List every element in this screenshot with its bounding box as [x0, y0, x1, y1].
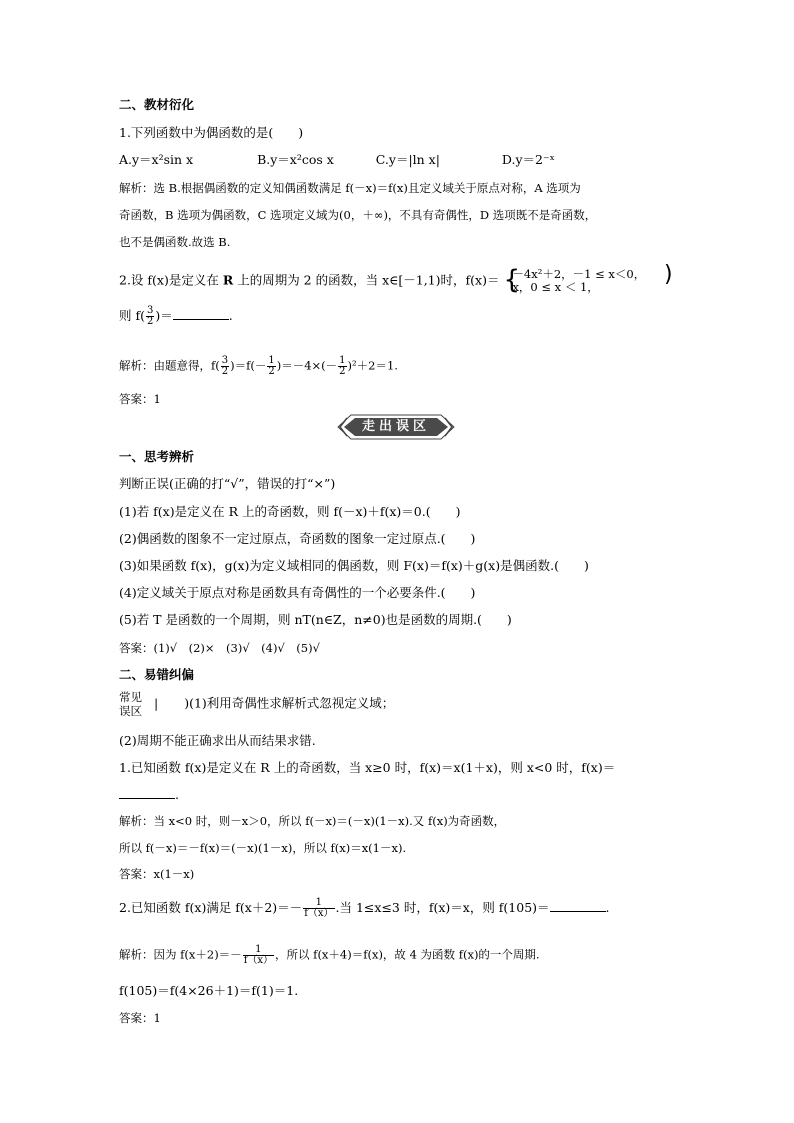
fraction-3-2: [221, 356, 229, 377]
numerator: 1: [243, 945, 274, 956]
question-1-options: [119, 152, 555, 168]
denominator: 2: [268, 366, 275, 377]
analysis-2-b: )＝f(: [230, 358, 255, 373]
brace-icon: {: [503, 265, 520, 295]
judge-intro: 判断正误(正确的打“√”，错误的打“×”): [119, 476, 336, 491]
numerator: 3: [146, 305, 154, 316]
fraction-1-2: [267, 356, 275, 377]
problem-1-analysis-2: 所以 f(－x)＝－f(x)＝(－x)(1－x)，所以 f(x)＝x(1－x).: [119, 841, 407, 855]
section-heading-textbook: 二、教材衍化: [119, 97, 195, 112]
fraction-3-2: [146, 306, 154, 327]
fraction-1-over-fx: [303, 898, 334, 919]
analysis-1-line-3: 也不是偶函数.故选 B.: [119, 235, 231, 249]
question-2-ask-a: 则 f(: [119, 308, 145, 323]
section-heading-errors: 二、易错纠偏: [119, 667, 195, 682]
tag-line-1: 常见: [119, 690, 142, 704]
problem-2-analysis-2: f(105)＝f(4×26＋1)＝f(1)＝1.: [119, 983, 299, 998]
question-1: 1.下列函数中为偶函数的是( ): [119, 125, 304, 140]
question-2-ask: 则 f( $\frac{3}{2}$ )＝ .: [119, 305, 233, 327]
denominator: f（x）: [243, 955, 274, 966]
judge-item-1: (1)若 f(x)是定义在 R 上的奇函数，则 f(－x)＋f(x)＝0.( ): [119, 504, 461, 519]
analysis-2: [119, 356, 398, 377]
numerator: 1: [339, 355, 346, 366]
problem-2-analysis-a: 解析：因为 f(x＋2)＝－: [119, 947, 242, 962]
minus-sign: －: [325, 358, 338, 373]
section-banner: [337, 414, 455, 440]
problem-1: 1.已知函数 f(x)是定义在 R 上的奇函数，当 x≥0 时，f(x)＝x(1＋x)，则 x<0 时，f(x)＝: [119, 760, 616, 775]
denominator: 2: [339, 366, 346, 377]
judge-answers: 答案：(1)√ (2)× (3)√ (4)√ (5)√: [119, 641, 320, 655]
question-2-ask-b: )＝: [155, 308, 173, 323]
option-a: A.y＝x²sin x: [119, 152, 194, 167]
problem-2-a: 2.已知函数 f(x)满足 f(x＋2)＝－: [119, 900, 303, 915]
closing-paren-icon: ): [664, 262, 673, 287]
fraction-1-2: [338, 356, 346, 377]
mistake-2: (2)周期不能正确求出从而结果求错.: [119, 733, 316, 748]
analysis-1-line-1: 解析：选 B.根据偶函数的定义知偶函数满足 f(－x)＝f(x)且定义域关于原点对称，A 选项为: [119, 181, 581, 195]
question-2-text-b: 上的周期为 2 的函数，当 x∈[－1,1)时，f(x)＝: [237, 272, 500, 288]
answer-blank[interactable]: [550, 899, 606, 912]
problem-2: 2.已知函数 f(x)满足 f(x＋2)＝－ $\frac{1}{f(x)}$ .当 1≤x≤3 时，f(x)＝x，则 f(105)＝ .: [119, 897, 610, 919]
denominator: 2: [146, 316, 154, 327]
question-2-set-r: R: [222, 272, 234, 288]
judge-item-5: (5)若 T 是函数的一个周期，则 nT(n∈Z，n≠0)也是函数的周期.( ): [119, 612, 512, 627]
numerator: 3: [221, 355, 229, 366]
common-mistakes: 常见 误区 | )(1)利用奇偶性求解析式忽视定义域；: [119, 690, 395, 718]
problem-1-blank-line: .: [119, 786, 179, 803]
analysis-2-c: )＝－4×(: [276, 358, 326, 373]
minus-sign: －: [254, 358, 267, 373]
option-c: C.y＝|ln x|: [375, 152, 440, 167]
answer-blank[interactable]: [119, 786, 175, 799]
judge-item-3: (3)如果函数 f(x)，g(x)为定义域相同的偶函数，则 F(x)＝f(x)＋g(x)是偶函数.( ): [119, 558, 589, 573]
numerator: 1: [303, 898, 334, 909]
question-2: [119, 265, 646, 295]
judge-item-2: (2)偶函数的图象不一定过原点，奇函数的图象一定过原点.( ): [119, 531, 476, 546]
analysis-2-d: )²＋2＝1.: [347, 358, 398, 373]
piecewise-definition: [503, 265, 646, 295]
piece-line-2: x，0 ≤ x ＜ 1，: [512, 280, 599, 294]
option-d: D.y＝2⁻ˣ: [501, 152, 555, 167]
problem-1-analysis-1: 解析：当 x<0 时，则－x＞0，所以 f(－x)＝(－x)(1－x).又 f(x)为奇函数，: [119, 814, 506, 828]
analysis-1-line-2: 奇函数，B 选项为偶函数，C 选项定义域为(0，＋∞)，不具有奇偶性，D 选项既不是奇函数，: [119, 208, 597, 222]
fraction-1-over-fx: [243, 945, 274, 966]
denominator: 2: [221, 366, 229, 377]
numerator: 1: [268, 355, 275, 366]
tag-line-2: 误区: [119, 704, 142, 718]
mistake-tag: [119, 690, 142, 718]
problem-2-analysis-b: ，所以 f(x＋4)＝f(x)，故 4 为函数 f(x)的一个周期.: [275, 947, 540, 962]
question-2-text-a: 2.设 f(x)是定义在: [119, 272, 219, 288]
analysis-2-a: 解析：由题意得，f(: [119, 358, 220, 373]
mistake-1: )(1)利用奇偶性求解析式忽视定义域；: [184, 695, 395, 711]
problem-2-answer: 答案：1: [119, 1011, 161, 1025]
banner-label: 走出误区: [361, 419, 430, 434]
problem-1-answer: 答案：x(1－x): [119, 867, 195, 881]
judge-item-4: (4)定义域关于原点对称是函数具有奇偶性的一个必要条件.( ): [119, 585, 476, 600]
denominator: f（x）: [304, 908, 334, 919]
section-heading-thinking: 一、思考辨析: [119, 449, 195, 464]
answer-1: 答案：1: [119, 392, 161, 406]
piece-line-1: －4x²＋2，－1 ≤ x＜0，: [512, 267, 646, 281]
problem-2-b: .当 1≤x≤3 时，f(x)＝x，则 f(105)＝: [335, 900, 550, 915]
answer-blank[interactable]: [173, 307, 229, 320]
option-b: B.y＝x²cos x: [257, 152, 334, 167]
problem-2-analysis-1: [119, 945, 540, 966]
